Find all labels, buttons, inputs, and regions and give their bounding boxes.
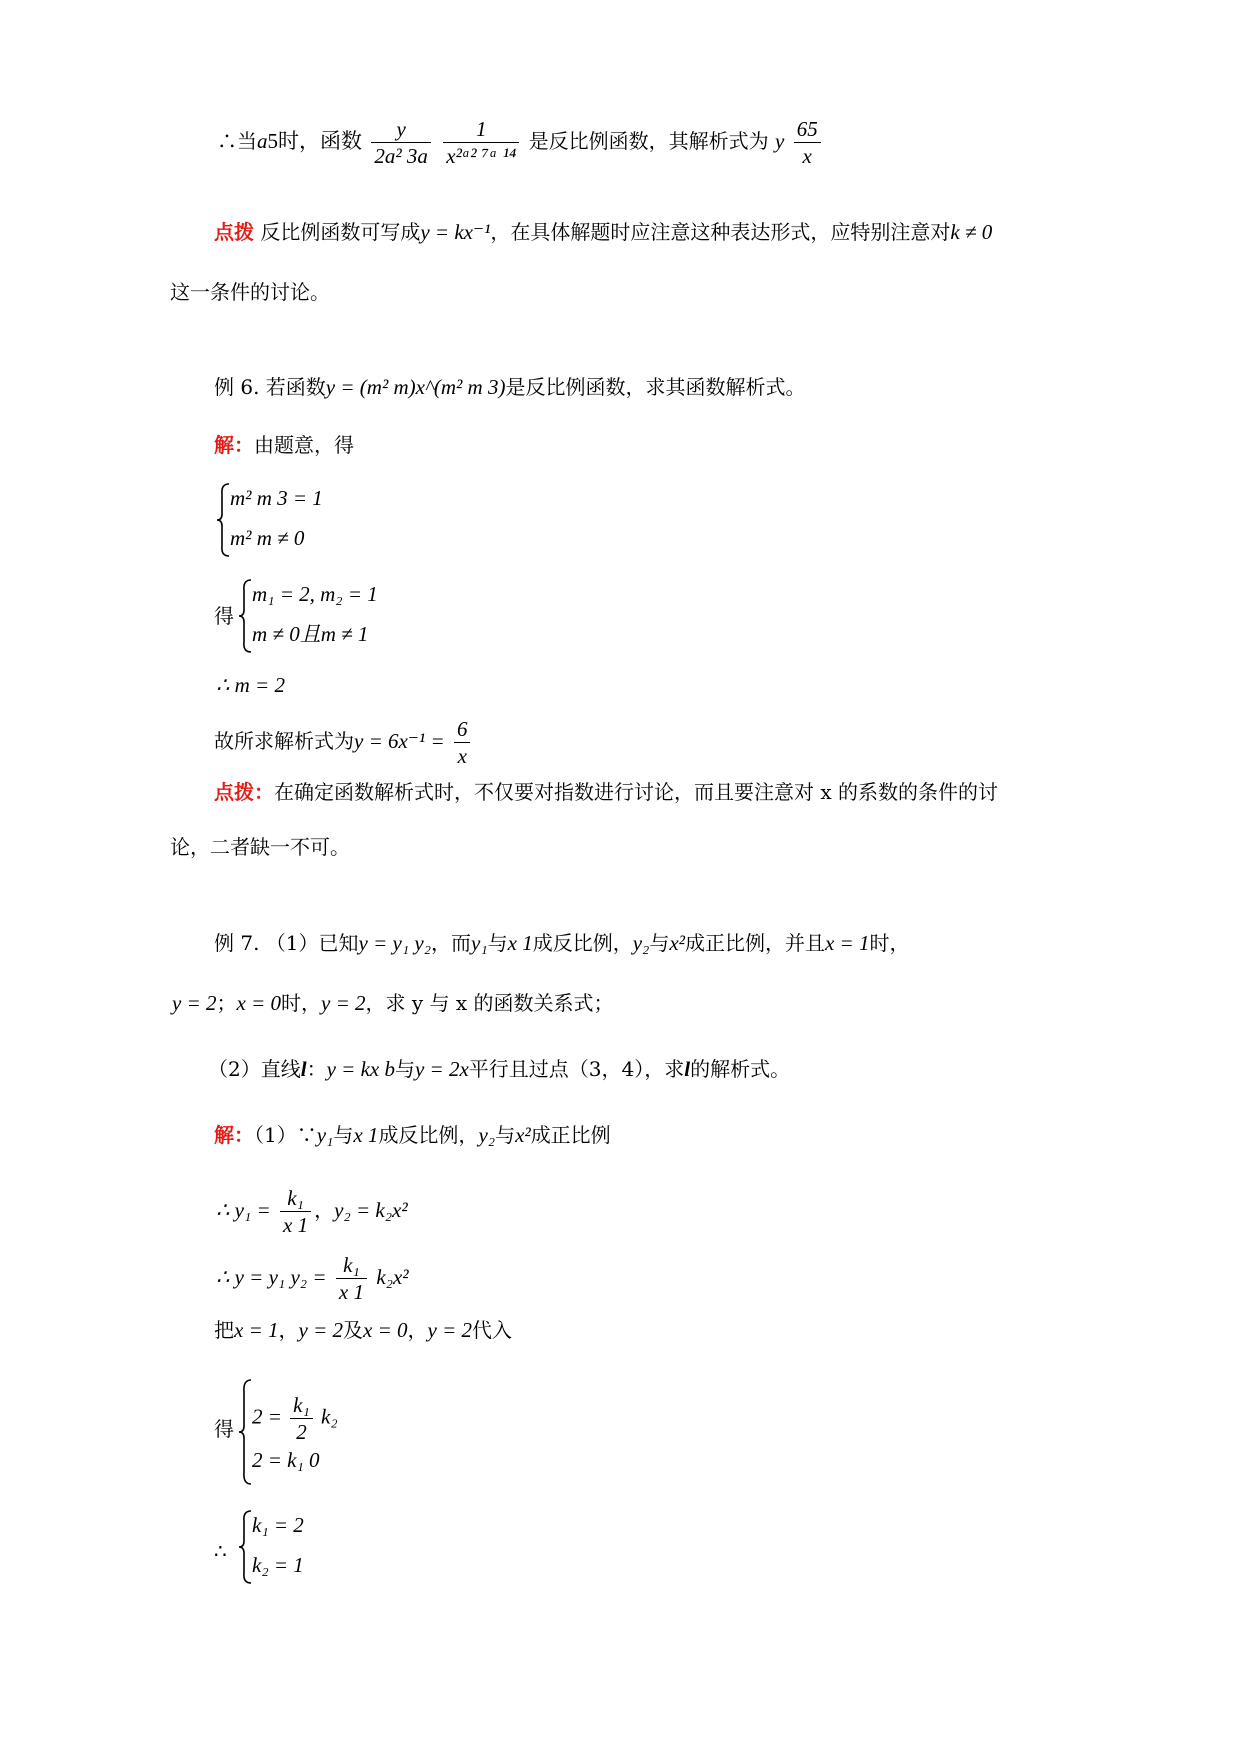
example-6: 例 6. 若函数y = (m² m)x^(m² m 3)是反比例函数，求其函数解析式。: [214, 375, 806, 399]
fraction-k1-half: $\frac{\text{k₁}}{2}$: [290, 1392, 313, 1445]
solution-7-line-4: 把x = 1，y = 2及x = 0，y = 2代入: [214, 1318, 512, 1342]
answer-fraction: $\frac{6}{x}$: [454, 716, 471, 769]
solution-6-header: 解：由题意，得: [214, 433, 354, 457]
tip-2-cont: 论，二者缺一不可。: [170, 835, 350, 859]
solution-7-line-1: 解：（1）∵y₁与x 1成反比例，y₂与x²成正比例: [214, 1123, 611, 1147]
example-7-line-2: y = 2；x = 0时，y = 2，求 y 与 x 的函数关系式；: [172, 991, 614, 1015]
system-4-row-1: k₁ = 2: [252, 1513, 304, 1537]
answer-6: 故所求解析式为y = 6x⁻¹ = $\frac{6}{x}$: [214, 716, 473, 769]
therefore-text: ∴当: [217, 129, 257, 153]
solution-7-line-2: ∴ y₁ = $\frac{\text{k₁}}{x 1}$ ，y₂ = k₂x²: [216, 1186, 408, 1237]
therefore-7: ∴: [214, 1539, 227, 1563]
example-7-part-2: （2）直线l：y = kx b与y = 2x平行且过点（3，4），求l的解析式。: [208, 1057, 791, 1081]
de-label-2: 得: [214, 1417, 234, 1441]
fraction-k1-b: $\frac{\text{k₁}}{x 1}$: [336, 1252, 367, 1305]
fraction-1: $\frac{y}{\text{2a² 3a}}$: [371, 116, 431, 169]
tip-label: 点拨: [214, 220, 254, 244]
brace-3: [237, 1378, 253, 1486]
brace-1: [215, 482, 231, 558]
fraction-2: $\frac{1}{\text{x²ᵃ² ⁷ᵃ ¹⁴}}$: [443, 116, 519, 169]
fraction-3: $\frac{65}{x}$: [794, 116, 821, 169]
tip-1: 点拨 反比例函数可写成y = kx⁻¹，在具体解题时应注意这种表达形式，应特别注意对k ≠ 0: [214, 220, 993, 244]
brace-4: [237, 1509, 253, 1585]
system-3-row-1: 2 = $\frac{\text{k₁}}{2}$ k₂: [252, 1393, 338, 1444]
solution-7-line-3: ∴ y = y₁ y₂ = $\frac{\text{k₁}}{x 1}$ k₂x²: [216, 1253, 409, 1304]
conclusion-6: ∴ m = 2: [216, 673, 285, 697]
tip-1-cont: 这一条件的讨论。: [170, 280, 330, 304]
fraction-k1-a: $\frac{\text{k₁}}{x 1}$: [280, 1185, 311, 1238]
brace-2: [237, 578, 253, 654]
example-7-line-1: 例 7. （1）已知y = y₁ y₂，而y₁与x 1成反比例，y₂与x²成正比例，并且x = 1时，: [214, 931, 910, 955]
system-1-row-1: m² m 3 = 1: [230, 486, 323, 510]
system-1-row-2: m² m ≠ 0: [230, 526, 305, 550]
system-2-row-2: m ≠ 0且m ≠ 1: [252, 622, 369, 646]
de-label-1: 得: [214, 604, 234, 628]
system-2-row-1: m₁ = 2, m₂ = 1: [252, 582, 378, 606]
system-4-row-2: k₂ = 1: [252, 1553, 304, 1577]
tip-2: 点拨：在确定函数解析式时，不仅要对指数进行讨论，而且要注意对 x 的系数的条件的讨: [214, 780, 998, 804]
line-1: ∴当a5时，函数 $\frac{y}{\text{2a² 3a}}$ $\frac{1}{\text{x²ᵃ² ⁷ᵃ ¹⁴}}$ 是反比例函数，其解析式为 y $\frac{65}{x}$: [217, 116, 824, 169]
system-3-row-2: 2 = k₁ 0: [252, 1448, 320, 1472]
